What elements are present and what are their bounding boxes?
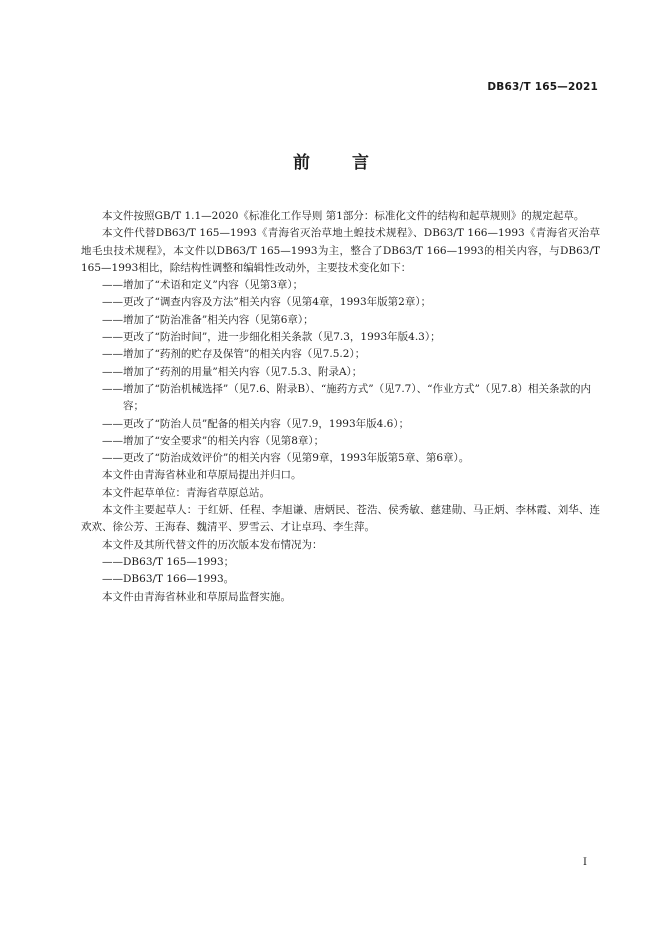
change-item: ——增加了“防治机械选择”（见7.6、附录B）、“施药方式”（见7.7）、“作业方式”（见7.8）相关条款的内容； xyxy=(102,382,592,413)
foreword-body xyxy=(81,208,600,606)
paragraph-proposer: 本文件由青海省林业和草原局提出并归口。 xyxy=(102,469,302,482)
paragraph-supervision: 本文件由青海省林业和草原局监督实施。 xyxy=(102,590,291,603)
title-char-2: 言 xyxy=(352,153,369,173)
document-code: DB63/T 165—2021 xyxy=(487,81,598,93)
history-item: ——DB63/T 166—1993。 xyxy=(102,573,235,586)
paragraph-drafting-unit: 本文件起草单位：青海省草原总站。 xyxy=(102,486,270,499)
change-item: ——增加了“药剂的用量”相关内容（见7.5.3、附录A）； xyxy=(102,365,363,378)
change-item: ——增加了“药剂的贮存及保管”的相关内容（见7.5.2）； xyxy=(102,348,366,361)
paragraph-replacement: 本文件代替DB63/T 165—1993《青海省灭治草地土蝗技术规程》、DB63/T 166—1993《青海省灭治草地毛虫技术规程》，本文件以DB63/T 165—1993为主，整合了DB63/T 166—1993的相关内容，与DB63/T 165—1993相比，除结构性调整和编辑性改动外，主要技术变化如下： xyxy=(81,227,600,274)
change-item: ——更改了“防治人员”配备的相关内容（见7.9，1993年版4.6）； xyxy=(102,417,410,430)
change-item: ——增加了“术语和定义”内容（见第3章）； xyxy=(102,279,304,292)
history-item: ——DB63/T 165—1993； xyxy=(102,555,235,568)
change-item: ——更改了“防治时间”，进一步细化相关条款（见7.3，1993年版4.3）； xyxy=(102,331,441,344)
paragraph-history-intro: 本文件及其所代替文件的历次版本发布情况为： xyxy=(102,538,323,551)
change-item: ——更改了“调查内容及方法”相关内容（见第4章，1993年版第2章）； xyxy=(102,296,432,309)
paragraph-drafters: 本文件主要起草人：于红妍、任程、李旭谦、唐炳民、苍浩、侯秀敏、慈建勋、马正炳、李林霞、刘华、连欢欢、徐公芳、王海春、魏清平、罗雪云、才让卓玛、李生萍。 xyxy=(81,504,600,534)
paragraph-drafting-basis: 本文件按照GB/T 1.1—2020《标准化工作导则 第1部分：标准化文件的结构和起草规则》的规定起草。 xyxy=(102,210,585,222)
change-item: ——增加了“安全要求”的相关内容（见第8章）； xyxy=(102,434,325,447)
page-title xyxy=(0,148,662,173)
page-number: I xyxy=(583,857,587,868)
change-item: ——增加了“防治准备”相关内容（见第6章）； xyxy=(102,313,314,326)
change-item: ——更改了“防治成效评价”的相关内容（见第9章，1993年版第5章、第6章）。 xyxy=(102,452,470,465)
title-char-1: 前 xyxy=(293,153,310,173)
